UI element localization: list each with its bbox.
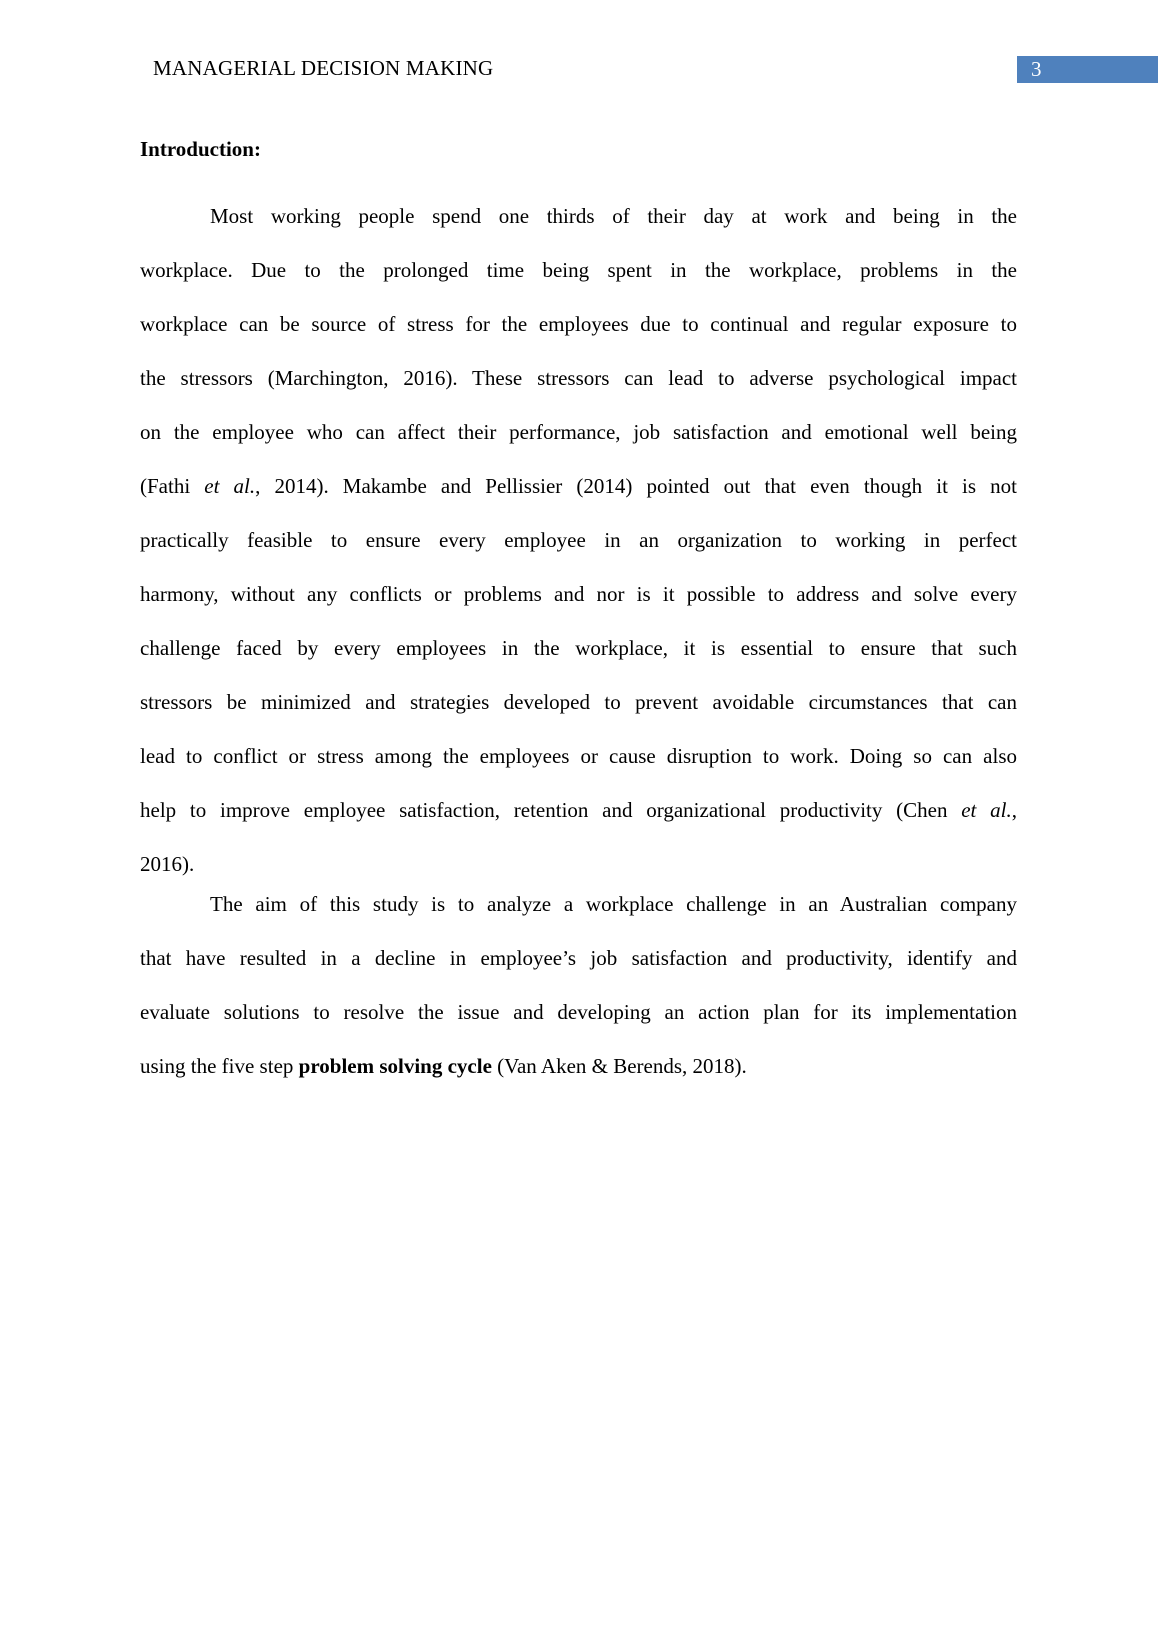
text-segment: ,	[1011, 798, 1017, 822]
text-segment: The aim of this study is to analyze a workplace challenge in an Australian company	[210, 892, 1017, 916]
page-number-box	[1017, 56, 1158, 83]
page-number: 3	[1031, 57, 1042, 81]
italic-text: et al.	[961, 798, 1012, 822]
text-segment: lead to conflict or stress among the employees or cause disruption to work. Doing so can also	[140, 744, 1017, 768]
text-segment: (Van Aken & Berends, 2018).	[491, 1054, 747, 1078]
text-line	[140, 351, 1017, 405]
text-segment: workplace. Due to the prolonged time being spent in the workplace, problems in the	[140, 258, 1017, 282]
text-segment: harmony, without any conflicts or problems and nor is it possible to address and solve every	[140, 582, 1017, 606]
text-line	[140, 1039, 1017, 1093]
text-segment: (Fathi	[140, 474, 205, 498]
text-line	[140, 877, 1017, 931]
italic-text: et al.	[204, 474, 256, 498]
text-segment: practically feasible to ensure every employee in an organization to working in perfect	[140, 528, 1017, 552]
text-line	[140, 513, 1017, 567]
text-line	[140, 729, 1017, 783]
text-line	[140, 189, 1017, 243]
text-segment: that have resulted in a decline in employee’s job satisfaction and productivity, identify and	[140, 946, 1017, 970]
text-segment: the stressors (Marchington, 2016). These stressors can lead to adverse psychological impact	[140, 366, 1017, 390]
text-line	[140, 621, 1017, 675]
text-line	[140, 675, 1017, 729]
bold-text: problem solving cycle	[298, 1054, 492, 1078]
text-line	[140, 567, 1017, 621]
text-line	[140, 243, 1017, 297]
text-segment: using the five step	[140, 1054, 299, 1078]
text-segment: Most working people spend one thirds of their day at work and being in the	[210, 204, 1017, 228]
text-segment: evaluate solutions to resolve the issue and developing an action plan for its implementation	[140, 1000, 1017, 1024]
text-segment: workplace can be source of stress for the employees due to continual and regular exposure to	[140, 312, 1017, 336]
text-line	[140, 459, 1017, 513]
text-segment: 2016).	[140, 852, 195, 876]
paragraph-2	[140, 877, 1017, 1093]
text-segment: challenge faced by every employees in the workplace, it is essential to ensure that such	[140, 636, 1017, 660]
text-segment: help to improve employee satisfaction, retention and organizational productivity (Chen	[140, 798, 962, 822]
text-line	[140, 783, 1017, 837]
section-heading: Introduction:	[140, 137, 261, 161]
text-line	[140, 931, 1017, 985]
text-segment: on the employee who can affect their performance, job satisfaction and emotional well being	[140, 420, 1017, 444]
text-line	[140, 985, 1017, 1039]
paragraph-1	[140, 189, 1017, 891]
running-header-title: MANAGERIAL DECISION MAKING	[153, 56, 494, 80]
text-line	[140, 297, 1017, 351]
text-segment: , 2014). Makambe and Pellissier (2014) pointed out that even though it is not	[255, 474, 1017, 498]
text-line	[140, 405, 1017, 459]
text-segment: stressors be minimized and strategies developed to prevent avoidable circumstances that can	[140, 690, 1017, 714]
